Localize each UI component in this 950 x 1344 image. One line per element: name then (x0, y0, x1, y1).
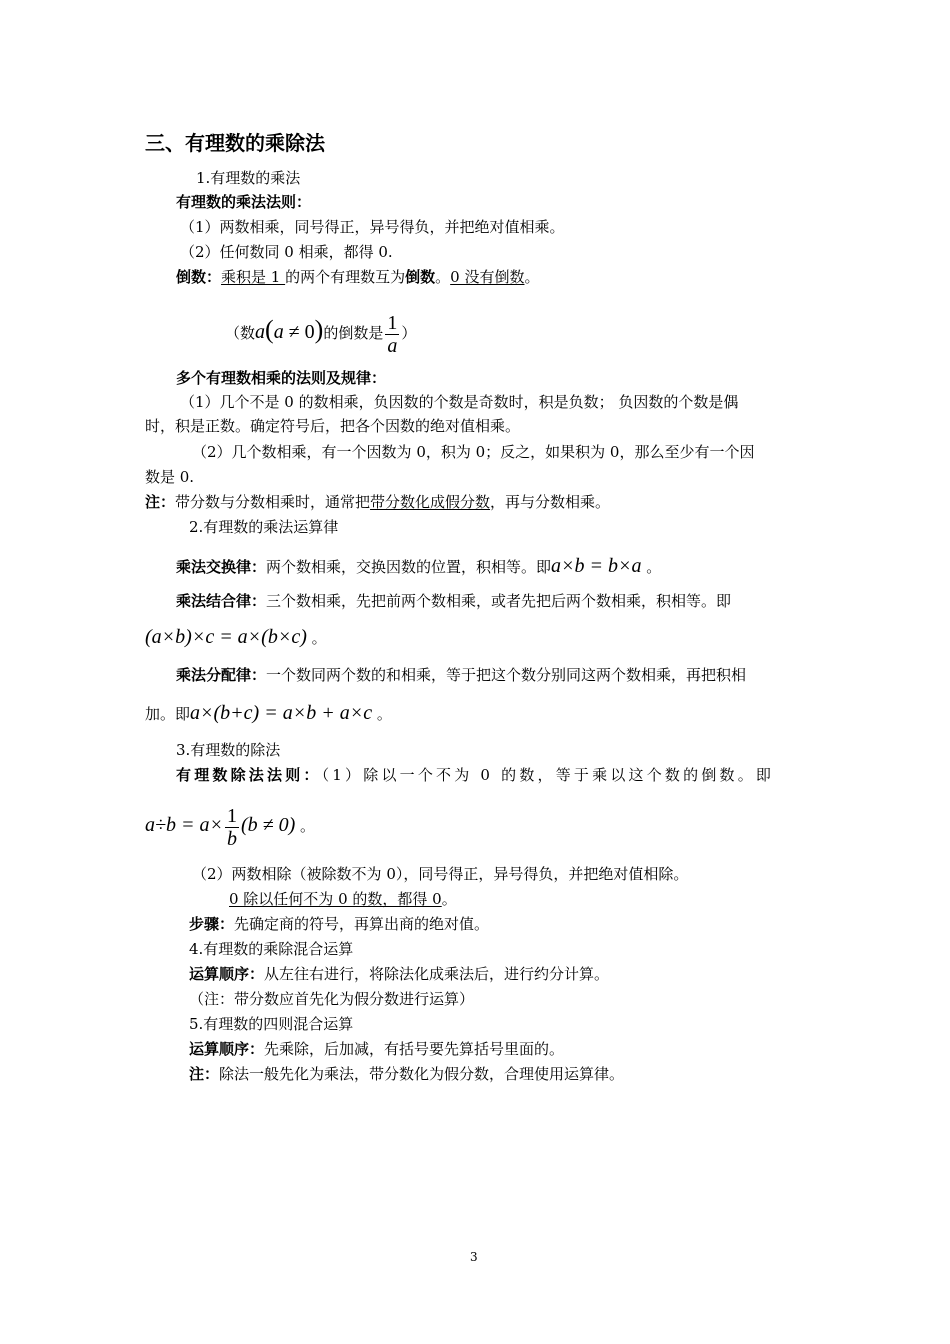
multiplication-rule-label: 有理数的乘法法则： (176, 193, 312, 211)
formula-cond-rest: ≠ 0 (283, 321, 315, 343)
reciprocal-fraction (385, 312, 399, 357)
note-underline: 带分数化成假分数 (370, 493, 491, 511)
commutative-end: 。 (641, 558, 662, 576)
multi-factor-rule-2b: 数是 0. (145, 468, 195, 486)
formula-paren-close: ) (314, 315, 324, 344)
division-formula-pre: a÷b = a× (145, 814, 223, 836)
division-rule (176, 764, 810, 786)
reciprocal-formula-mid: 的倒数是 (323, 324, 384, 342)
reciprocal-label: 倒数： (176, 268, 222, 286)
distributive-formula: a×(b+c) = a×b + a×c (190, 702, 373, 724)
division-rule-3-end: 。 (441, 890, 457, 908)
reciprocal-underline-1: 乘积是 1 (221, 268, 286, 286)
mixed-order-label: 运算顺序： (189, 965, 265, 983)
associative-text: 三个数相乘，先把前两个数相乘，或者先把后两个数相乘，积相等。即 (266, 592, 732, 610)
associative-law (176, 590, 841, 612)
division-rule-3 (229, 888, 894, 910)
four-ops-order (189, 1038, 854, 1060)
subsection-heading-4: 4.有理数的乘除混合运算 (189, 940, 354, 958)
distributive-text-2: 加。即 (145, 705, 191, 723)
subsection-heading-2: 2.有理数的乘法运算律 (189, 518, 339, 536)
division-rule-text: （1）除以一个不为 0 的数，等于乘以这个数的倒数。即 (321, 766, 775, 784)
formula-paren-open: ( (265, 315, 274, 344)
distributive-label: 乘法分配律： (176, 666, 267, 684)
four-ops-note-label: 注： (189, 1065, 220, 1083)
division-formula-post: (b ≠ 0) (240, 814, 296, 836)
division-fraction-numerator: 1 (226, 804, 237, 827)
reciprocal-formula-pre: （数 (225, 324, 256, 342)
distributive-law (176, 664, 841, 686)
reciprocal-text-1: 的两个有理数互为 (285, 268, 406, 286)
four-ops-order-text: 先乘除，后加减，有括号要先算括号里面的。 (264, 1040, 565, 1058)
mixed-order (189, 963, 854, 985)
section-title: 三、有理数的乘除法 (145, 131, 325, 155)
mixed-order-text: 从左往右进行，将除法化成乘法后，进行约分计算。 (264, 965, 610, 983)
distributive-end: 。 (372, 705, 392, 723)
steps-label: 步骤： (189, 915, 235, 933)
distributive-text: 一个数同两个数的和相乘，等于把这个数分别同这两个数相乘，再把积相 (266, 666, 747, 684)
subsection-heading-5: 5.有理数的四则混合运算 (189, 1015, 354, 1033)
reciprocal-definition (176, 266, 841, 288)
associative-label: 乘法结合律： (176, 592, 267, 610)
reciprocal-text-3: 。 (524, 268, 540, 286)
note-text-2: ，再与分数相乘。 (490, 493, 611, 511)
division-fraction-denominator: b (226, 827, 237, 850)
four-ops-note (189, 1063, 854, 1085)
commutative-label: 乘法交换律： (176, 558, 267, 576)
reciprocal-text-2: 。 (435, 268, 451, 286)
division-rule-2: （2）两数相除（被除数不为 0），同号得正，异号得负，并把绝对值相除。 (192, 865, 689, 883)
subsection-heading-1: 1.有理数的乘法 (196, 169, 301, 187)
division-fraction (225, 805, 239, 850)
subsection-heading-3: 3.有理数的除法 (176, 741, 281, 759)
commutative-formula: a×b = b×a (551, 555, 642, 577)
multi-factor-rule-1b: 时，积是正数。确定符号后，把各个因数的绝对值相乘。 (145, 417, 521, 435)
distributive-formula-line (145, 698, 810, 729)
note-text-1: 带分数与分数相乘时，通常把 (175, 493, 371, 511)
division-formula-line (145, 800, 810, 850)
steps-text: 先确定商的符号，再算出商的绝对值。 (234, 915, 490, 933)
four-ops-order-label: 运算顺序： (189, 1040, 265, 1058)
division-steps (189, 913, 854, 935)
associative-formula-line (145, 622, 810, 653)
formula-cond-a: a (273, 321, 284, 343)
multi-factor-label: 多个有理数相乘的法则及规律： (176, 369, 387, 387)
mixed-number-note (145, 491, 810, 513)
division-rule-label: 有理数除法法则： (176, 766, 322, 784)
reciprocal-underline-2: 0 没有倒数 (450, 268, 525, 286)
division-end: 。 (295, 817, 316, 835)
multiplication-rule-2: （2）任何数同 0 相乘，都得 0. (180, 243, 393, 261)
commutative-law (176, 553, 841, 580)
four-ops-note-text: 除法一般先化为乘法，带分数化为假分数，合理使用运算律。 (219, 1065, 625, 1083)
note-label: 注： (145, 493, 176, 511)
page-number: 3 (470, 1250, 478, 1264)
reciprocal-bold: 倒数 (405, 268, 436, 286)
fraction-denominator: a (387, 334, 398, 357)
reciprocal-formula-post: ） (401, 324, 417, 342)
associative-formula: (a×b)×c = a×(b×c) (145, 626, 307, 648)
fraction-numerator: 1 (387, 311, 398, 334)
division-rule-3-underline: 0 除以任何不为 0 的数，都得 0 (229, 890, 442, 908)
multi-factor-rule-2a: （2）几个数相乘，有一个因数为 0，积为 0；反之，如果积为 0，那么至少有一个因 (192, 443, 755, 461)
formula-var-a: a (255, 321, 266, 343)
commutative-text: 两个数相乘，交换因数的位置，积相等。即 (266, 558, 552, 576)
multiplication-rule-1: （1）两数相乘，同号得正，异号得负，并把绝对值相乘。 (180, 218, 565, 236)
associative-end: 。 (306, 629, 327, 647)
mixed-note: （注：带分数应首先化为假分数进行运算） (189, 990, 475, 1008)
multi-factor-rule-1a: （1）几个不是 0 的数相乘，负因数的个数是奇数时，积是负数； 负因数的个数是偶 (180, 393, 739, 411)
reciprocal-formula (225, 305, 890, 361)
